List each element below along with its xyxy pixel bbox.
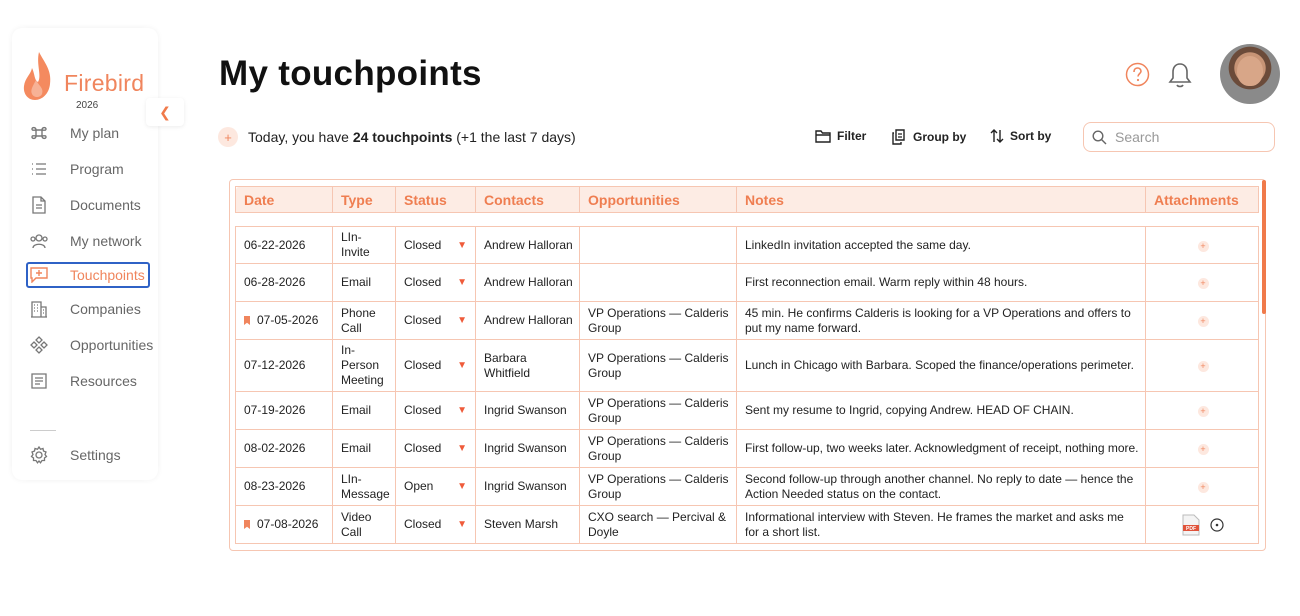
status-value: Closed (404, 313, 442, 327)
column-header-date[interactable]: Date (236, 187, 333, 213)
type-value: Email (341, 275, 372, 289)
column-header-attachments[interactable]: Attachments (1146, 187, 1259, 213)
date-value: 07-05-2026 (257, 313, 319, 327)
table-header-row (236, 187, 1259, 213)
type-cell (333, 227, 396, 264)
contact-value: Andrew Halloran (484, 237, 573, 252)
table-row[interactable] (236, 430, 1259, 468)
sort-by-button[interactable] (990, 129, 1051, 143)
type-cell (333, 392, 396, 430)
settings-label: Settings (70, 447, 121, 463)
status-dropdown[interactable] (404, 441, 469, 456)
date-cell (236, 430, 333, 468)
type-cell (333, 340, 396, 392)
sidebar-item-label: My network (70, 233, 142, 249)
sidebar-item-label: Touchpoints (70, 267, 145, 283)
search-box (1083, 122, 1275, 152)
contact-cell[interactable] (476, 392, 580, 430)
copy-icon (891, 129, 907, 145)
bookmark-icon (244, 316, 250, 325)
sidebar-item-program[interactable] (26, 154, 152, 184)
status-cell (396, 392, 476, 430)
command-icon (30, 124, 48, 142)
column-header-status[interactable]: Status (396, 187, 476, 213)
caret-down-icon: ▼ (457, 360, 467, 371)
date-cell (236, 468, 333, 506)
notes-value: Informational interview with Steven. He frames the market and asks me for a short list. (745, 509, 1124, 539)
filter-button[interactable] (815, 129, 866, 143)
opportunity-value: VP Operations — Calderis Group (588, 433, 729, 463)
sidebar (12, 28, 158, 480)
status-value: Closed (404, 275, 442, 289)
gear-icon (30, 446, 48, 464)
notes-value: Sent my resume to Ingrid, copying Andrew. HEAD OF CHAIN. (745, 403, 1074, 417)
contact-value: Ingrid Swanson (484, 441, 567, 455)
group-by-button[interactable] (891, 129, 966, 145)
sort-by-label: Sort by (1010, 129, 1052, 143)
contact-cell[interactable] (476, 340, 580, 392)
type-value: Phone Call (341, 305, 376, 335)
list-icon (30, 160, 48, 178)
opportunity-cell[interactable] (580, 392, 737, 430)
sidebar-item-label: Opportunities (70, 337, 154, 353)
network-icon (30, 232, 48, 250)
contact-cell[interactable] (476, 227, 580, 264)
notes-cell[interactable] (737, 264, 1146, 302)
contact-cell[interactable] (476, 506, 580, 544)
date-cell (236, 227, 333, 264)
table-row[interactable] (236, 340, 1259, 392)
status-cell (396, 340, 476, 392)
bookmark-icon (244, 520, 250, 529)
status-cell (396, 227, 476, 264)
opportunity-value: VP Operations — Calderis Group (588, 395, 729, 425)
notes-cell[interactable] (737, 468, 1146, 506)
add-attachment-icon[interactable]: + (1198, 406, 1209, 417)
notes-cell[interactable] (737, 340, 1146, 392)
opportunity-cell[interactable] (580, 227, 737, 264)
date-value: 07-12-2026 (244, 358, 306, 372)
attachments-cell (1146, 264, 1259, 302)
filter-label: Filter (837, 129, 867, 143)
sidebar-item-touchpoints[interactable] (26, 262, 150, 288)
avatar[interactable] (1220, 44, 1280, 104)
opportunity-cell[interactable] (580, 506, 737, 544)
sidebar-divider (30, 430, 56, 431)
contact-value: Steven Marsh (484, 517, 559, 531)
caret-down-icon: ▼ (457, 277, 467, 288)
type-value: Email (341, 403, 372, 417)
touchpoints-summary (248, 129, 576, 145)
caret-down-icon: ▼ (457, 315, 467, 326)
status-value: Closed (404, 358, 442, 372)
contact-cell[interactable] (476, 264, 580, 302)
attachments-cell (1146, 468, 1259, 506)
sidebar-item-resources[interactable] (26, 366, 152, 396)
date-cell (236, 302, 333, 340)
page-title: My touchpoints (219, 54, 482, 93)
status-value: Open (404, 479, 434, 493)
table-row[interactable] (236, 392, 1259, 430)
date-cell (236, 340, 333, 392)
type-value: In-Person Meeting (341, 343, 384, 387)
group-by-label: Group by (913, 130, 967, 144)
table-row[interactable] (236, 227, 1259, 264)
table-row[interactable] (236, 302, 1259, 340)
add-attachment-icon[interactable]: + (1198, 278, 1209, 289)
notes-value: Second follow-up through another channel. No reply to date — hence the Action Needed status on the contact. (745, 471, 1134, 501)
folder-icon (815, 130, 831, 143)
status-dropdown[interactable] (404, 517, 469, 532)
attachments-cell (1146, 430, 1259, 468)
contact-value: Ingrid Swanson (484, 479, 567, 493)
date-value: 07-19-2026 (244, 403, 306, 417)
add-attachment-icon[interactable]: + (1198, 361, 1209, 372)
add-attachment-icon[interactable]: + (1198, 444, 1209, 455)
notes-value: LinkedIn invitation accepted the same day. (745, 237, 971, 252)
column-header-opportunities[interactable]: Opportunities (580, 187, 737, 213)
type-value: Video Call (341, 509, 372, 539)
opportunity-value: CXO search — Percival & Doyle (588, 509, 727, 539)
add-touchpoint-button[interactable] (218, 127, 238, 147)
status-value: Closed (404, 517, 442, 531)
date-cell (236, 506, 333, 544)
opportunities-icon (30, 336, 48, 354)
column-header-type[interactable]: Type (333, 187, 396, 213)
table-row[interactable] (236, 264, 1259, 302)
opportunity-cell[interactable] (580, 340, 737, 392)
notes-cell[interactable] (737, 392, 1146, 430)
touchpoint-icon (30, 266, 48, 284)
brand-year: 2026 (76, 100, 99, 111)
building-icon (30, 300, 48, 318)
type-cell (333, 506, 396, 544)
notes-cell[interactable] (737, 430, 1146, 468)
date-value: 06-28-2026 (244, 275, 306, 289)
opportunity-cell[interactable] (580, 468, 737, 506)
notes-cell[interactable] (737, 302, 1146, 340)
status-dropdown[interactable] (404, 479, 469, 494)
status-dropdown[interactable] (404, 313, 469, 328)
flame-icon (22, 50, 54, 102)
date-cell (236, 392, 333, 430)
notes-value: First follow-up, two weeks later. Acknowledgment of receipt, nothing more. (745, 441, 1139, 455)
attachments-cell (1146, 340, 1259, 392)
document-icon (30, 196, 48, 214)
sidebar-item-label: Program (70, 161, 124, 177)
sort-icon (990, 129, 1004, 143)
date-value: 08-23-2026 (244, 479, 306, 493)
contact-value: Ingrid Swanson (484, 403, 567, 417)
sidebar-item-my-plan[interactable] (26, 118, 152, 148)
touchpoints-table (235, 186, 1259, 544)
sidebar-item-opportunities[interactable] (26, 330, 152, 360)
help-icon[interactable] (1125, 62, 1150, 87)
summary-suffix: (+1 the last 7 days) (452, 129, 576, 145)
attachments-cell (1146, 392, 1259, 430)
status-dropdown[interactable] (404, 403, 469, 418)
notes-cell[interactable] (737, 506, 1146, 544)
attachments-cell (1146, 227, 1259, 264)
sidebar-nav (26, 118, 152, 402)
more-options-icon[interactable] (1210, 518, 1224, 532)
type-cell (333, 302, 396, 340)
status-cell (396, 302, 476, 340)
attachments-cell (1146, 302, 1259, 340)
opportunity-value: VP Operations — Calderis Group (588, 305, 729, 335)
date-value: 08-02-2026 (244, 441, 306, 455)
contact-cell[interactable] (476, 302, 580, 340)
opportunity-cell[interactable] (580, 264, 737, 302)
contact-value: Andrew Halloran (484, 275, 573, 289)
summary-count: 24 touchpoints (352, 129, 453, 145)
add-attachment-icon[interactable]: + (1198, 316, 1209, 327)
caret-down-icon: ▼ (457, 519, 467, 530)
opportunity-cell[interactable] (580, 430, 737, 468)
sidebar-item-documents[interactable] (26, 190, 152, 220)
column-header-contacts[interactable]: Contacts (476, 187, 580, 213)
contact-value: Barbara Whitfield (484, 350, 531, 380)
status-dropdown[interactable] (404, 275, 469, 290)
caret-down-icon: ▼ (457, 239, 467, 251)
notes-value: Lunch in Chicago with Barbara. Scoped the finance/operations perimeter. (745, 358, 1134, 372)
svg-text:PDF: PDF (1186, 525, 1196, 532)
sidebar-item-companies[interactable] (26, 294, 152, 324)
sidebar-item-my-network[interactable] (26, 226, 152, 256)
add-attachment-icon[interactable]: + (1198, 241, 1209, 252)
type-cell (333, 264, 396, 302)
date-value: 07-08-2026 (257, 517, 319, 531)
table-scrollbar[interactable] (1262, 180, 1266, 314)
notes-value: First reconnection email. Warm reply within 48 hours. (745, 275, 1028, 289)
sidebar-item-settings[interactable] (26, 440, 121, 470)
contact-value: Andrew Halloran (484, 313, 573, 327)
brand-logo[interactable] (22, 48, 145, 118)
table-row[interactable] (236, 506, 1259, 544)
caret-down-icon: ▼ (457, 443, 467, 454)
caret-down-icon: ▼ (457, 481, 467, 492)
opportunity-value: VP Operations — Calderis Group (588, 471, 729, 501)
table-body (236, 213, 1259, 544)
search-input[interactable] (1115, 129, 1265, 145)
sidebar-item-label: Companies (70, 301, 141, 317)
add-attachment-icon[interactable]: + (1198, 482, 1209, 493)
status-value: Closed (404, 441, 442, 455)
plus-icon: + (224, 129, 232, 145)
resources-icon (30, 372, 48, 390)
opportunity-value: VP Operations — Calderis Group (588, 350, 729, 380)
bell-icon[interactable] (1165, 60, 1195, 90)
status-value: Closed (404, 237, 442, 252)
notes-value: 45 min. He confirms Calderis is looking for a VP Operations and offers to put my name forward. (745, 305, 1131, 335)
status-dropdown[interactable] (404, 238, 469, 253)
table-row[interactable] (236, 468, 1259, 506)
notes-cell[interactable] (737, 227, 1146, 264)
opportunity-cell[interactable] (580, 302, 737, 340)
status-value: Closed (404, 403, 442, 417)
summary-prefix: Today, you have (248, 129, 353, 145)
status-cell (396, 468, 476, 506)
chevron-left-icon: ❮ (159, 103, 171, 120)
type-cell (333, 468, 396, 506)
type-cell (333, 430, 396, 468)
pdf-file-icon[interactable] (1182, 514, 1200, 536)
spacer-cell (236, 213, 1259, 227)
sidebar-item-label: Resources (70, 373, 137, 389)
date-cell (236, 264, 333, 302)
contact-cell[interactable] (476, 468, 580, 506)
status-dropdown[interactable] (404, 358, 469, 373)
column-header-notes[interactable]: Notes (737, 187, 1146, 213)
status-cell (396, 506, 476, 544)
collapse-sidebar-button[interactable] (146, 98, 184, 126)
attachments-cell (1146, 506, 1259, 544)
type-value: Email (341, 441, 372, 455)
contact-cell[interactable] (476, 430, 580, 468)
touchpoints-table-container[interactable] (229, 179, 1266, 551)
status-cell (396, 430, 476, 468)
date-value: 06-22-2026 (244, 237, 306, 252)
search-icon (1092, 130, 1107, 145)
brand-name: Firebird (64, 70, 145, 96)
sidebar-item-label: My plan (70, 125, 120, 141)
table-spacer (236, 213, 1259, 227)
type-value: LIn-Message (341, 471, 390, 501)
sidebar-item-label: Documents (70, 197, 141, 213)
type-value: LIn-Invite (341, 230, 370, 259)
status-cell (396, 264, 476, 302)
caret-down-icon: ▼ (457, 405, 467, 416)
